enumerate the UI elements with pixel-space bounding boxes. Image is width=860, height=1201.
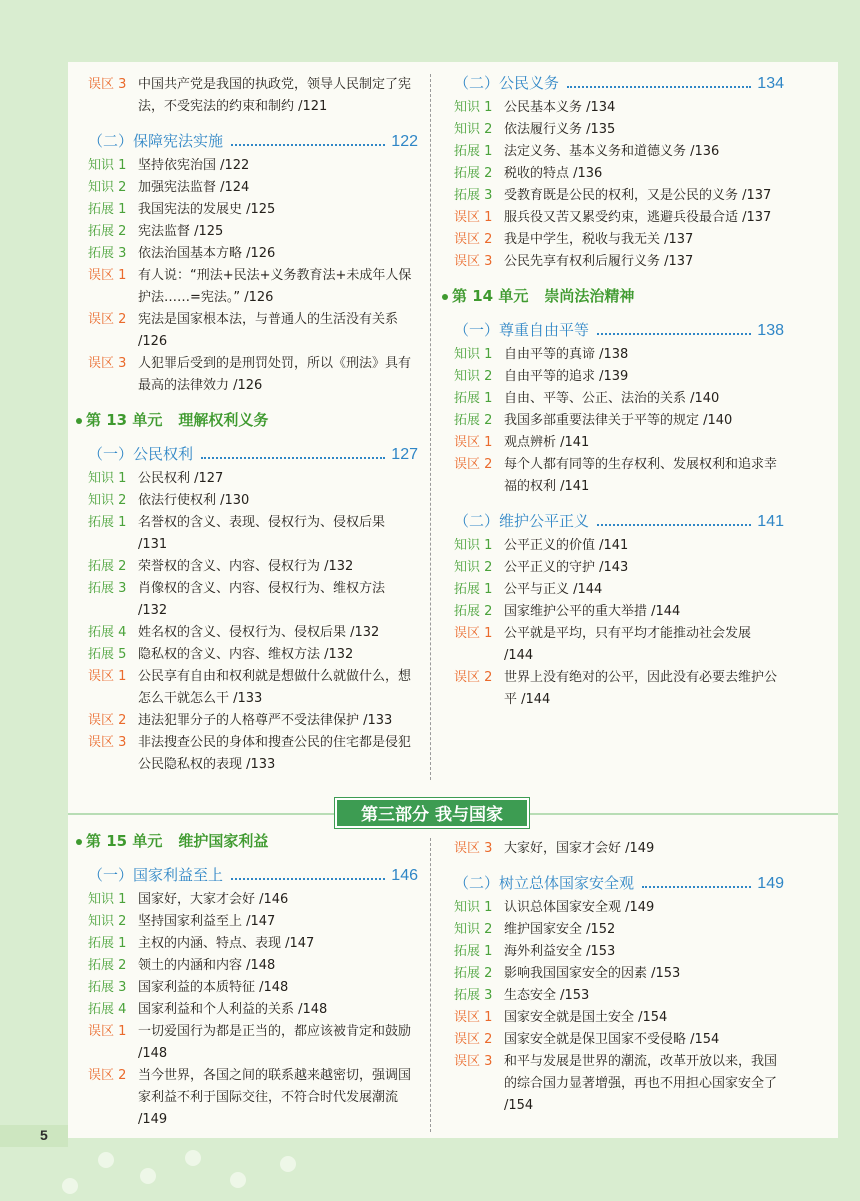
decor-dot <box>185 1150 201 1166</box>
toc-entry <box>454 1007 784 1029</box>
toc-entry <box>88 977 418 999</box>
misconception-tag: 误区 1 <box>88 268 127 283</box>
extension-tag: 拓展 2 <box>88 559 127 574</box>
extension-tag: 拓展 2 <box>454 604 493 619</box>
toc-entry <box>88 955 418 977</box>
misconception-tag: 误区 1 <box>88 669 127 684</box>
misconception-tag: 误区 2 <box>454 457 493 472</box>
section-heading <box>454 319 784 342</box>
banner-rule-left <box>68 813 335 815</box>
toc-entry <box>88 644 418 666</box>
column-divider <box>430 74 431 780</box>
bullet-icon <box>442 294 448 300</box>
entry-text: 国家利益的本质特征 /148 <box>138 980 289 995</box>
entry-text: 当今世界，各国之间的联系越来越密切，强调国家利益不利于国际交往，不符合时代发展潮流 /149 <box>138 1068 412 1127</box>
knowledge-tag: 知识 2 <box>454 369 493 384</box>
section-page-number: 138 <box>757 322 784 339</box>
knowledge-tag: 知识 1 <box>454 538 493 553</box>
toc-entry <box>454 838 784 860</box>
misconception-tag: 误区 1 <box>454 210 493 225</box>
toc-entry <box>88 74 418 118</box>
section-page-number: 134 <box>757 75 784 92</box>
misconception-tag: 误区 1 <box>454 1010 493 1025</box>
toc-entry <box>88 710 418 732</box>
page-number: 5 <box>40 1127 48 1143</box>
extension-tag: 拓展 2 <box>88 224 127 239</box>
bullet-icon <box>76 418 82 424</box>
misconception-tag: 误区 3 <box>454 254 493 269</box>
toc-entry <box>88 155 418 177</box>
entry-text: 每个人都有同等的生存权利、发展权利和追求幸福的权利 /141 <box>504 457 778 494</box>
toc-entry <box>454 535 784 557</box>
leader-dots <box>597 524 751 526</box>
toc-entry <box>88 1065 418 1131</box>
section-page-number: 141 <box>757 513 784 530</box>
entry-text: 公平与正义 /144 <box>504 582 603 597</box>
misconception-tag: 误区 2 <box>88 1068 127 1083</box>
entry-text: 隐私权的含义、内容、维权方法 /132 <box>138 647 354 662</box>
toc-entry <box>88 221 418 243</box>
entry-text: 税收的特点 /136 <box>504 166 603 181</box>
section-page-number: 149 <box>757 875 784 892</box>
misconception-tag: 误区 3 <box>88 356 127 371</box>
extension-tag: 拓展 1 <box>88 202 127 217</box>
toc-entry <box>454 251 784 273</box>
part-banner: 第三部分 我与国家 <box>335 798 529 828</box>
entry-text: 宪法是国家根本法，与普通人的生活没有关系 /126 <box>138 312 399 349</box>
bottom-decoration <box>0 1138 860 1201</box>
bullet-icon <box>76 839 82 845</box>
extension-tag: 拓展 2 <box>454 413 493 428</box>
section-heading <box>454 510 784 533</box>
entry-text: 自由平等的追求 /139 <box>504 369 629 384</box>
entry-text: 中国共产党是我国的执政党，领导人民制定了宪法，不受宪法的约束和制约 /121 <box>138 77 412 114</box>
extension-tag: 拓展 1 <box>88 936 127 951</box>
extension-tag: 拓展 3 <box>454 188 493 203</box>
extension-tag: 拓展 4 <box>88 1002 127 1017</box>
decor-dot <box>98 1152 114 1168</box>
toc-entry <box>88 666 418 710</box>
entry-text: 姓名权的含义、侵权行为、侵权后果 /132 <box>138 625 380 640</box>
toc-entry <box>88 732 418 776</box>
misconception-tag: 误区 2 <box>454 232 493 247</box>
toc-entry <box>88 199 418 221</box>
entry-text: 我是中学生，税收与我无关 /137 <box>504 232 694 247</box>
misconception-tag: 误区 1 <box>88 1024 127 1039</box>
entry-text: 公民权利 /127 <box>138 471 224 486</box>
toc-entry <box>88 622 418 644</box>
decor-dot <box>280 1156 296 1172</box>
knowledge-tag: 知识 2 <box>454 922 493 937</box>
entry-text: 自由平等的真谛 /138 <box>504 347 629 362</box>
unit-heading <box>76 830 418 852</box>
section-page-number: 127 <box>391 446 418 463</box>
leader-dots <box>597 333 751 335</box>
entry-text: 有人说：“刑法+民法+义务教育法+未成年人保护法……=宪法。” /126 <box>138 268 412 305</box>
misconception-tag: 误区 2 <box>454 1032 493 1047</box>
entry-text: 大家好，国家才会好 /149 <box>504 841 655 856</box>
toc-entry <box>454 410 784 432</box>
entry-text: 国家好，大家才会好 /146 <box>138 892 289 907</box>
knowledge-tag: 知识 1 <box>454 100 493 115</box>
knowledge-tag: 知识 1 <box>88 158 127 173</box>
entry-text: 维护国家安全 /152 <box>504 922 616 937</box>
misconception-tag: 误区 3 <box>454 1054 493 1069</box>
toc-entry <box>454 919 784 941</box>
knowledge-tag: 知识 1 <box>88 892 127 907</box>
extension-tag: 拓展 3 <box>88 246 127 261</box>
extension-tag: 拓展 5 <box>88 647 127 662</box>
entry-text: 国家安全就是保卫国家不受侵略 /154 <box>504 1032 720 1047</box>
entry-text: 我国宪法的发展史 /125 <box>138 202 276 217</box>
decor-dot <box>62 1178 78 1194</box>
toc-entry <box>454 667 784 711</box>
toc-entry <box>88 177 418 199</box>
entry-text: 依法履行义务 /135 <box>504 122 616 137</box>
knowledge-tag: 知识 1 <box>88 471 127 486</box>
extension-tag: 拓展 1 <box>454 944 493 959</box>
section-heading <box>454 872 784 895</box>
toc-entry <box>454 207 784 229</box>
entry-text: 生态安全 /153 <box>504 988 590 1003</box>
toc-entry <box>88 309 418 353</box>
section-heading <box>454 72 784 95</box>
section-heading <box>88 443 418 466</box>
section-heading <box>88 864 418 887</box>
section-page-number: 146 <box>391 867 418 884</box>
section-title: （二）维护公平正义 <box>454 512 590 530</box>
extension-tag: 拓展 2 <box>454 166 493 181</box>
toc-entry <box>88 556 418 578</box>
entry-text: 法定义务、基本义务和道德义务 /136 <box>504 144 720 159</box>
toc-entry <box>454 963 784 985</box>
toc-entry <box>88 999 418 1021</box>
section-title: （二）树立总体国家安全观 <box>454 874 635 892</box>
entry-text: 认识总体国家安全观 /149 <box>504 900 655 915</box>
entry-text: 受教育既是公民的权利，又是公民的义务 /137 <box>504 188 772 203</box>
toc-entry <box>454 432 784 454</box>
toc-entry <box>454 941 784 963</box>
upper-right-column <box>454 72 784 711</box>
entry-text: 违法犯罪分子的人格尊严不受法律保护 /133 <box>138 713 393 728</box>
toc-entry <box>88 933 418 955</box>
entry-text: 加强宪法监督 /124 <box>138 180 250 195</box>
toc-entry <box>88 512 418 556</box>
toc-entry <box>88 889 418 911</box>
lower-right-column <box>454 838 784 1117</box>
extension-tag: 拓展 3 <box>454 988 493 1003</box>
toc-entry <box>88 468 418 490</box>
extension-tag: 拓展 3 <box>88 980 127 995</box>
entry-text: 国家安全就是国土安全 /154 <box>504 1010 668 1025</box>
entry-text: 肖像权的含义、内容、侵权行为、维权方法 /132 <box>138 581 386 618</box>
knowledge-tag: 知识 2 <box>454 122 493 137</box>
extension-tag: 拓展 1 <box>88 515 127 530</box>
entry-text: 坚持国家利益至上 /147 <box>138 914 276 929</box>
unit-number: 第 15 单元 <box>86 832 163 850</box>
entry-text: 主权的内涵、特点、表现 /147 <box>138 936 315 951</box>
toc-entry <box>88 243 418 265</box>
unit-number: 第 14 单元 <box>452 287 529 305</box>
misconception-tag: 误区 3 <box>88 735 127 750</box>
toc-entry <box>454 119 784 141</box>
extension-tag: 拓展 2 <box>454 966 493 981</box>
leader-dots <box>231 144 385 146</box>
knowledge-tag: 知识 2 <box>88 180 127 195</box>
toc-entry <box>454 1029 784 1051</box>
lower-left-column <box>88 830 418 1131</box>
entry-text: 依法行使权利 /130 <box>138 493 250 508</box>
toc-entry <box>454 163 784 185</box>
entry-text: 服兵役又苦又累受约束，逃避兵役最合适 /137 <box>504 210 772 225</box>
entry-text: 影响我国国家安全的因素 /153 <box>504 966 681 981</box>
toc-entry <box>454 557 784 579</box>
toc-entry <box>454 579 784 601</box>
extension-tag: 拓展 1 <box>454 144 493 159</box>
misconception-tag: 误区 3 <box>454 841 493 856</box>
entry-text: 观点辨析 /141 <box>504 435 590 450</box>
decor-dot <box>230 1172 246 1188</box>
entry-text: 宪法监督 /125 <box>138 224 224 239</box>
column-divider-lower <box>430 838 431 1132</box>
banner-rule-right <box>529 813 838 815</box>
misconception-tag: 误区 1 <box>454 626 493 641</box>
section-page-number: 122 <box>391 133 418 150</box>
misconception-tag: 误区 2 <box>88 312 127 327</box>
toc-entry <box>454 185 784 207</box>
unit-title: 理解权利义务 <box>178 411 269 429</box>
entry-text: 国家维护公平的重大举措 /144 <box>504 604 681 619</box>
toc-entry <box>454 344 784 366</box>
entry-text: 依法治国基本方略 /126 <box>138 246 276 261</box>
misconception-tag: 误区 1 <box>454 435 493 450</box>
toc-entry <box>88 353 418 397</box>
unit-title: 崇尚法治精神 <box>544 287 635 305</box>
entry-text: 坚持依宪治国 /122 <box>138 158 250 173</box>
toc-entry <box>88 265 418 309</box>
entry-text: 领土的内涵和内容 /148 <box>138 958 276 973</box>
toc-entry <box>454 601 784 623</box>
toc-entry <box>88 490 418 512</box>
section-title: （一）公民权利 <box>88 445 194 463</box>
toc-entry <box>454 454 784 498</box>
toc-entry <box>454 388 784 410</box>
toc-entry <box>88 578 418 622</box>
entry-text: 公民享有自由和权利就是想做什么就做什么，想怎么干就怎么干 /133 <box>138 669 412 706</box>
extension-tag: 拓展 4 <box>88 625 127 640</box>
entry-text: 名誉权的含义、表现、侵权行为、侵权后果 /131 <box>138 515 386 552</box>
knowledge-tag: 知识 2 <box>88 493 127 508</box>
toc-entry <box>454 97 784 119</box>
entry-text: 公民先享有权利后履行义务 /137 <box>504 254 694 269</box>
entry-text: 公平正义的价值 /141 <box>504 538 629 553</box>
toc-entry <box>454 229 784 251</box>
knowledge-tag: 知识 1 <box>454 900 493 915</box>
section-title: （一）国家利益至上 <box>88 866 224 884</box>
entry-text: 非法搜查公民的身体和搜查公民的住宅都是侵犯公民隐私权的表现 /133 <box>138 735 412 772</box>
entry-text: 人犯罪后受到的是刑罚处罚，所以《刑法》具有最高的法律效力 /126 <box>138 356 412 393</box>
section-heading <box>88 130 418 153</box>
toc-entry <box>454 366 784 388</box>
entry-text: 我国多部重要法律关于平等的规定 /140 <box>504 413 733 428</box>
toc-entry <box>454 985 784 1007</box>
toc-entry <box>88 1021 418 1065</box>
entry-text: 公平正义的守护 /143 <box>504 560 629 575</box>
section-title: （二）公民义务 <box>454 74 560 92</box>
entry-text: 公平就是平均，只有平均才能推动社会发展 /144 <box>504 626 752 663</box>
entry-text: 海外利益安全 /153 <box>504 944 616 959</box>
toc-entry <box>454 623 784 667</box>
leader-dots <box>231 878 385 880</box>
toc-entry <box>88 911 418 933</box>
extension-tag: 拓展 2 <box>88 958 127 973</box>
leader-dots <box>201 457 385 459</box>
misconception-tag: 误区 2 <box>88 713 127 728</box>
knowledge-tag: 知识 2 <box>454 560 493 575</box>
extension-tag: 拓展 1 <box>454 582 493 597</box>
section-title: （二）保障宪法实施 <box>88 132 224 150</box>
entry-text: 自由、平等、公正、法治的关系 /140 <box>504 391 720 406</box>
section-title: （一）尊重自由平等 <box>454 321 590 339</box>
entry-text: 荣誉权的含义、内容、侵权行为 /132 <box>138 559 354 574</box>
extension-tag: 拓展 1 <box>454 391 493 406</box>
unit-heading <box>76 409 418 431</box>
extension-tag: 拓展 3 <box>88 581 127 596</box>
leader-dots <box>567 86 751 88</box>
unit-heading <box>442 285 784 307</box>
entry-text: 世界上没有绝对的公平，因此没有必要去维护公平 /144 <box>504 670 778 707</box>
knowledge-tag: 知识 2 <box>88 914 127 929</box>
toc-entry <box>454 897 784 919</box>
unit-title: 维护国家利益 <box>178 832 269 850</box>
knowledge-tag: 知识 1 <box>454 347 493 362</box>
page-number-strip <box>0 1125 68 1147</box>
misconception-tag: 误区 2 <box>454 670 493 685</box>
upper-left-column <box>88 74 418 776</box>
decor-dot <box>140 1168 156 1184</box>
misconception-tag: 误区 3 <box>88 77 127 92</box>
toc-entry <box>454 1051 784 1117</box>
entry-text: 公民基本义务 /134 <box>504 100 616 115</box>
entry-text: 和平与发展是世界的潮流，改革开放以来，我国的综合国力显著增强，再也不用担心国家安全了 /154 <box>504 1054 778 1113</box>
toc-entry <box>454 141 784 163</box>
entry-text: 一切爱国行为都是正当的，都应该被肯定和鼓励 /148 <box>138 1024 412 1061</box>
leader-dots <box>642 886 751 888</box>
entry-text: 国家利益和个人利益的关系 /148 <box>138 1002 328 1017</box>
unit-number: 第 13 单元 <box>86 411 163 429</box>
